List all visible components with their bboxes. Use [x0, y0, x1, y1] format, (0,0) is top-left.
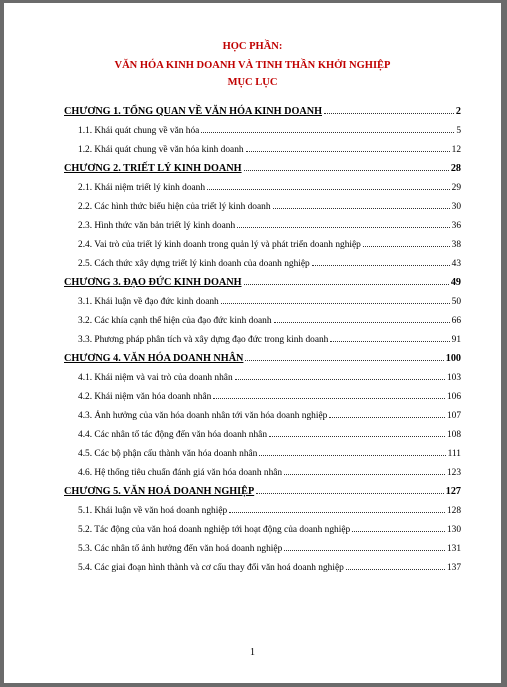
table-of-contents [64, 98, 461, 573]
toc-entry-title: 4.6. Hệ thống tiêu chuẩn đánh giá văn hóa doanh nhân [78, 468, 283, 478]
dot-leader [273, 208, 450, 209]
toc-chapter-entry[interactable] [64, 269, 461, 288]
toc-entry-page: 108 [446, 430, 461, 440]
toc-chapter-entry[interactable] [64, 98, 461, 117]
dot-leader [330, 341, 449, 342]
toc-entry-title: CHƯƠNG 2. TRIẾT LÝ KINH DOANH [64, 163, 242, 174]
toc-entry-page: 100 [445, 353, 461, 364]
toc-entry-title: 2.1. Khái niệm triết lý kinh doanh [78, 183, 206, 193]
toc-section-entry[interactable] [64, 364, 461, 383]
dot-leader [274, 322, 450, 323]
dot-leader [221, 303, 450, 304]
dot-leader [312, 265, 450, 266]
dot-leader [269, 436, 445, 437]
toc-section-entry[interactable] [64, 497, 461, 516]
toc-section-entry[interactable] [64, 174, 461, 193]
toc-section-entry[interactable] [64, 516, 461, 535]
toc-entry-title: 4.1. Khái niệm và vai trò của doanh nhân [78, 373, 233, 383]
toc-section-entry[interactable] [64, 136, 461, 155]
toc-heading: MỤC LỤC [227, 77, 278, 88]
toc-entry-title: 2.5. Cách thức xây dựng triết lý kinh doanh của doanh nghiệp [78, 259, 310, 269]
toc-entry-title: 3.3. Phương pháp phân tích và xây dựng đạo đức trong kinh doanh [78, 335, 329, 345]
toc-entry-title: 1.2. Khái quát chung về văn hóa kinh doanh [78, 145, 244, 155]
toc-entry-page: 107 [446, 411, 461, 421]
dot-leader [229, 512, 445, 513]
toc-entry-page: 30 [451, 202, 461, 212]
toc-section-entry[interactable] [64, 535, 461, 554]
toc-section-entry[interactable] [64, 117, 461, 136]
toc-entry-page: 2 [455, 106, 461, 117]
toc-section-entry[interactable] [64, 402, 461, 421]
toc-entry-title: 5.4. Các giai đoạn hình thành và cơ cấu thay đổi văn hoá doanh nghiệp [78, 563, 344, 573]
toc-entry-title: CHƯƠNG 5. VĂN HOÁ DOANH NGHIỆP [64, 486, 255, 497]
toc-entry-title: 4.4. Các nhân tố tác động đến văn hóa doanh nhân [78, 430, 268, 440]
dot-leader [207, 189, 450, 190]
toc-entry-page: 5 [456, 126, 461, 136]
toc-entry-page: 103 [446, 373, 461, 383]
toc-entry-page: 131 [446, 544, 461, 554]
toc-entry-title: 2.3. Hình thức văn bản triết lý kinh doanh [78, 221, 236, 231]
dot-leader [346, 569, 445, 570]
dot-leader [235, 379, 445, 380]
course-title: VĂN HÓA KINH DOANH VÀ TINH THẦN KHỞI NGHIỆP [114, 60, 391, 71]
toc-entry-page: 49 [450, 277, 461, 288]
toc-entry-page: 50 [451, 297, 461, 307]
toc-entry-title: 3.1. Khái luận về đạo đức kinh doanh [78, 297, 219, 307]
dot-leader [284, 550, 445, 551]
dot-leader [244, 170, 449, 171]
toc-entry-page: 28 [450, 163, 461, 174]
toc-chapter-entry[interactable] [64, 345, 461, 364]
dot-leader [259, 455, 445, 456]
toc-entry-page: 43 [451, 259, 461, 269]
toc-entry-title: CHƯƠNG 3. ĐẠO ĐỨC KINH DOANH [64, 277, 242, 288]
dot-leader [284, 474, 445, 475]
dot-leader [324, 113, 454, 114]
toc-entry-title: 2.2. Các hình thức biểu hiện của triết lý kinh doanh [78, 202, 271, 212]
toc-entry-page: 12 [451, 145, 461, 155]
dot-leader [245, 360, 443, 361]
toc-entry-page: 137 [446, 563, 461, 573]
dot-leader [352, 531, 445, 532]
toc-entry-page: 38 [451, 240, 461, 250]
toc-entry-page: 127 [445, 486, 461, 497]
toc-section-entry[interactable] [64, 231, 461, 250]
toc-entry-title: 4.2. Khái niệm văn hóa doanh nhân [78, 392, 212, 402]
dot-leader [329, 417, 445, 418]
toc-entry-title: 4.3. Ảnh hưởng của văn hóa doanh nhân tới văn hóa doanh nghiệp [78, 411, 328, 421]
toc-entry-page: 29 [451, 183, 461, 193]
toc-entry-page: 91 [451, 335, 461, 345]
toc-chapter-entry[interactable] [64, 155, 461, 174]
dot-leader [201, 132, 454, 133]
toc-entry-page: 66 [451, 316, 461, 326]
toc-entry-title: 2.4. Vai trò của triết lý kinh doanh trong quản lý và phát triển doanh nghiệp [78, 240, 361, 250]
toc-entry-page: 111 [447, 449, 461, 459]
toc-entry-title: 5.2. Tác động của văn hoá doanh nghiệp tới hoạt động của doanh nghiệp [78, 525, 351, 535]
toc-section-entry[interactable] [64, 193, 461, 212]
toc-entry-page: 128 [446, 506, 461, 516]
toc-entry-page: 36 [451, 221, 461, 231]
toc-section-entry[interactable] [64, 307, 461, 326]
toc-entry-title: CHƯƠNG 1. TỔNG QUAN VỀ VĂN HÓA KINH DOANH [64, 106, 323, 117]
dot-leader [363, 246, 450, 247]
toc-entry-page: 123 [446, 468, 461, 478]
toc-entry-title: 1.1. Khái quát chung về văn hóa [78, 126, 200, 136]
dot-leader [256, 493, 444, 494]
toc-entry-page: 106 [446, 392, 461, 402]
toc-chapter-entry[interactable] [64, 478, 461, 497]
course-label: HỌC PHẦN: [222, 41, 283, 52]
toc-section-entry[interactable] [64, 250, 461, 269]
toc-entry-title: 5.1. Khái luận về văn hoá doanh nghiệp [78, 506, 228, 516]
dot-leader [213, 398, 445, 399]
toc-section-entry[interactable] [64, 459, 461, 478]
toc-section-entry[interactable] [64, 212, 461, 231]
toc-section-entry[interactable] [64, 554, 461, 573]
dot-leader [244, 284, 449, 285]
dot-leader [246, 151, 450, 152]
toc-section-entry[interactable] [64, 326, 461, 345]
toc-entry-title: 5.3. Các nhân tố ảnh hưởng đến văn hoá doanh nghiệp [78, 544, 283, 554]
toc-section-entry[interactable] [64, 383, 461, 402]
toc-section-entry[interactable] [64, 421, 461, 440]
toc-entry-title: CHƯƠNG 4. VĂN HÓA DOANH NHÂN [64, 353, 244, 364]
document-page [4, 3, 501, 683]
toc-entry-page: 130 [446, 525, 461, 535]
toc-section-entry[interactable] [64, 288, 461, 307]
toc-entry-title: 3.2. Các khía cạnh thể hiện của đạo đức kinh doanh [78, 316, 272, 326]
toc-entry-title: 4.5. Các bộ phận cấu thành văn hóa doanh nhân [78, 449, 258, 459]
toc-section-entry[interactable] [64, 440, 461, 459]
page-number: 1 [250, 647, 255, 658]
dot-leader [237, 227, 449, 228]
